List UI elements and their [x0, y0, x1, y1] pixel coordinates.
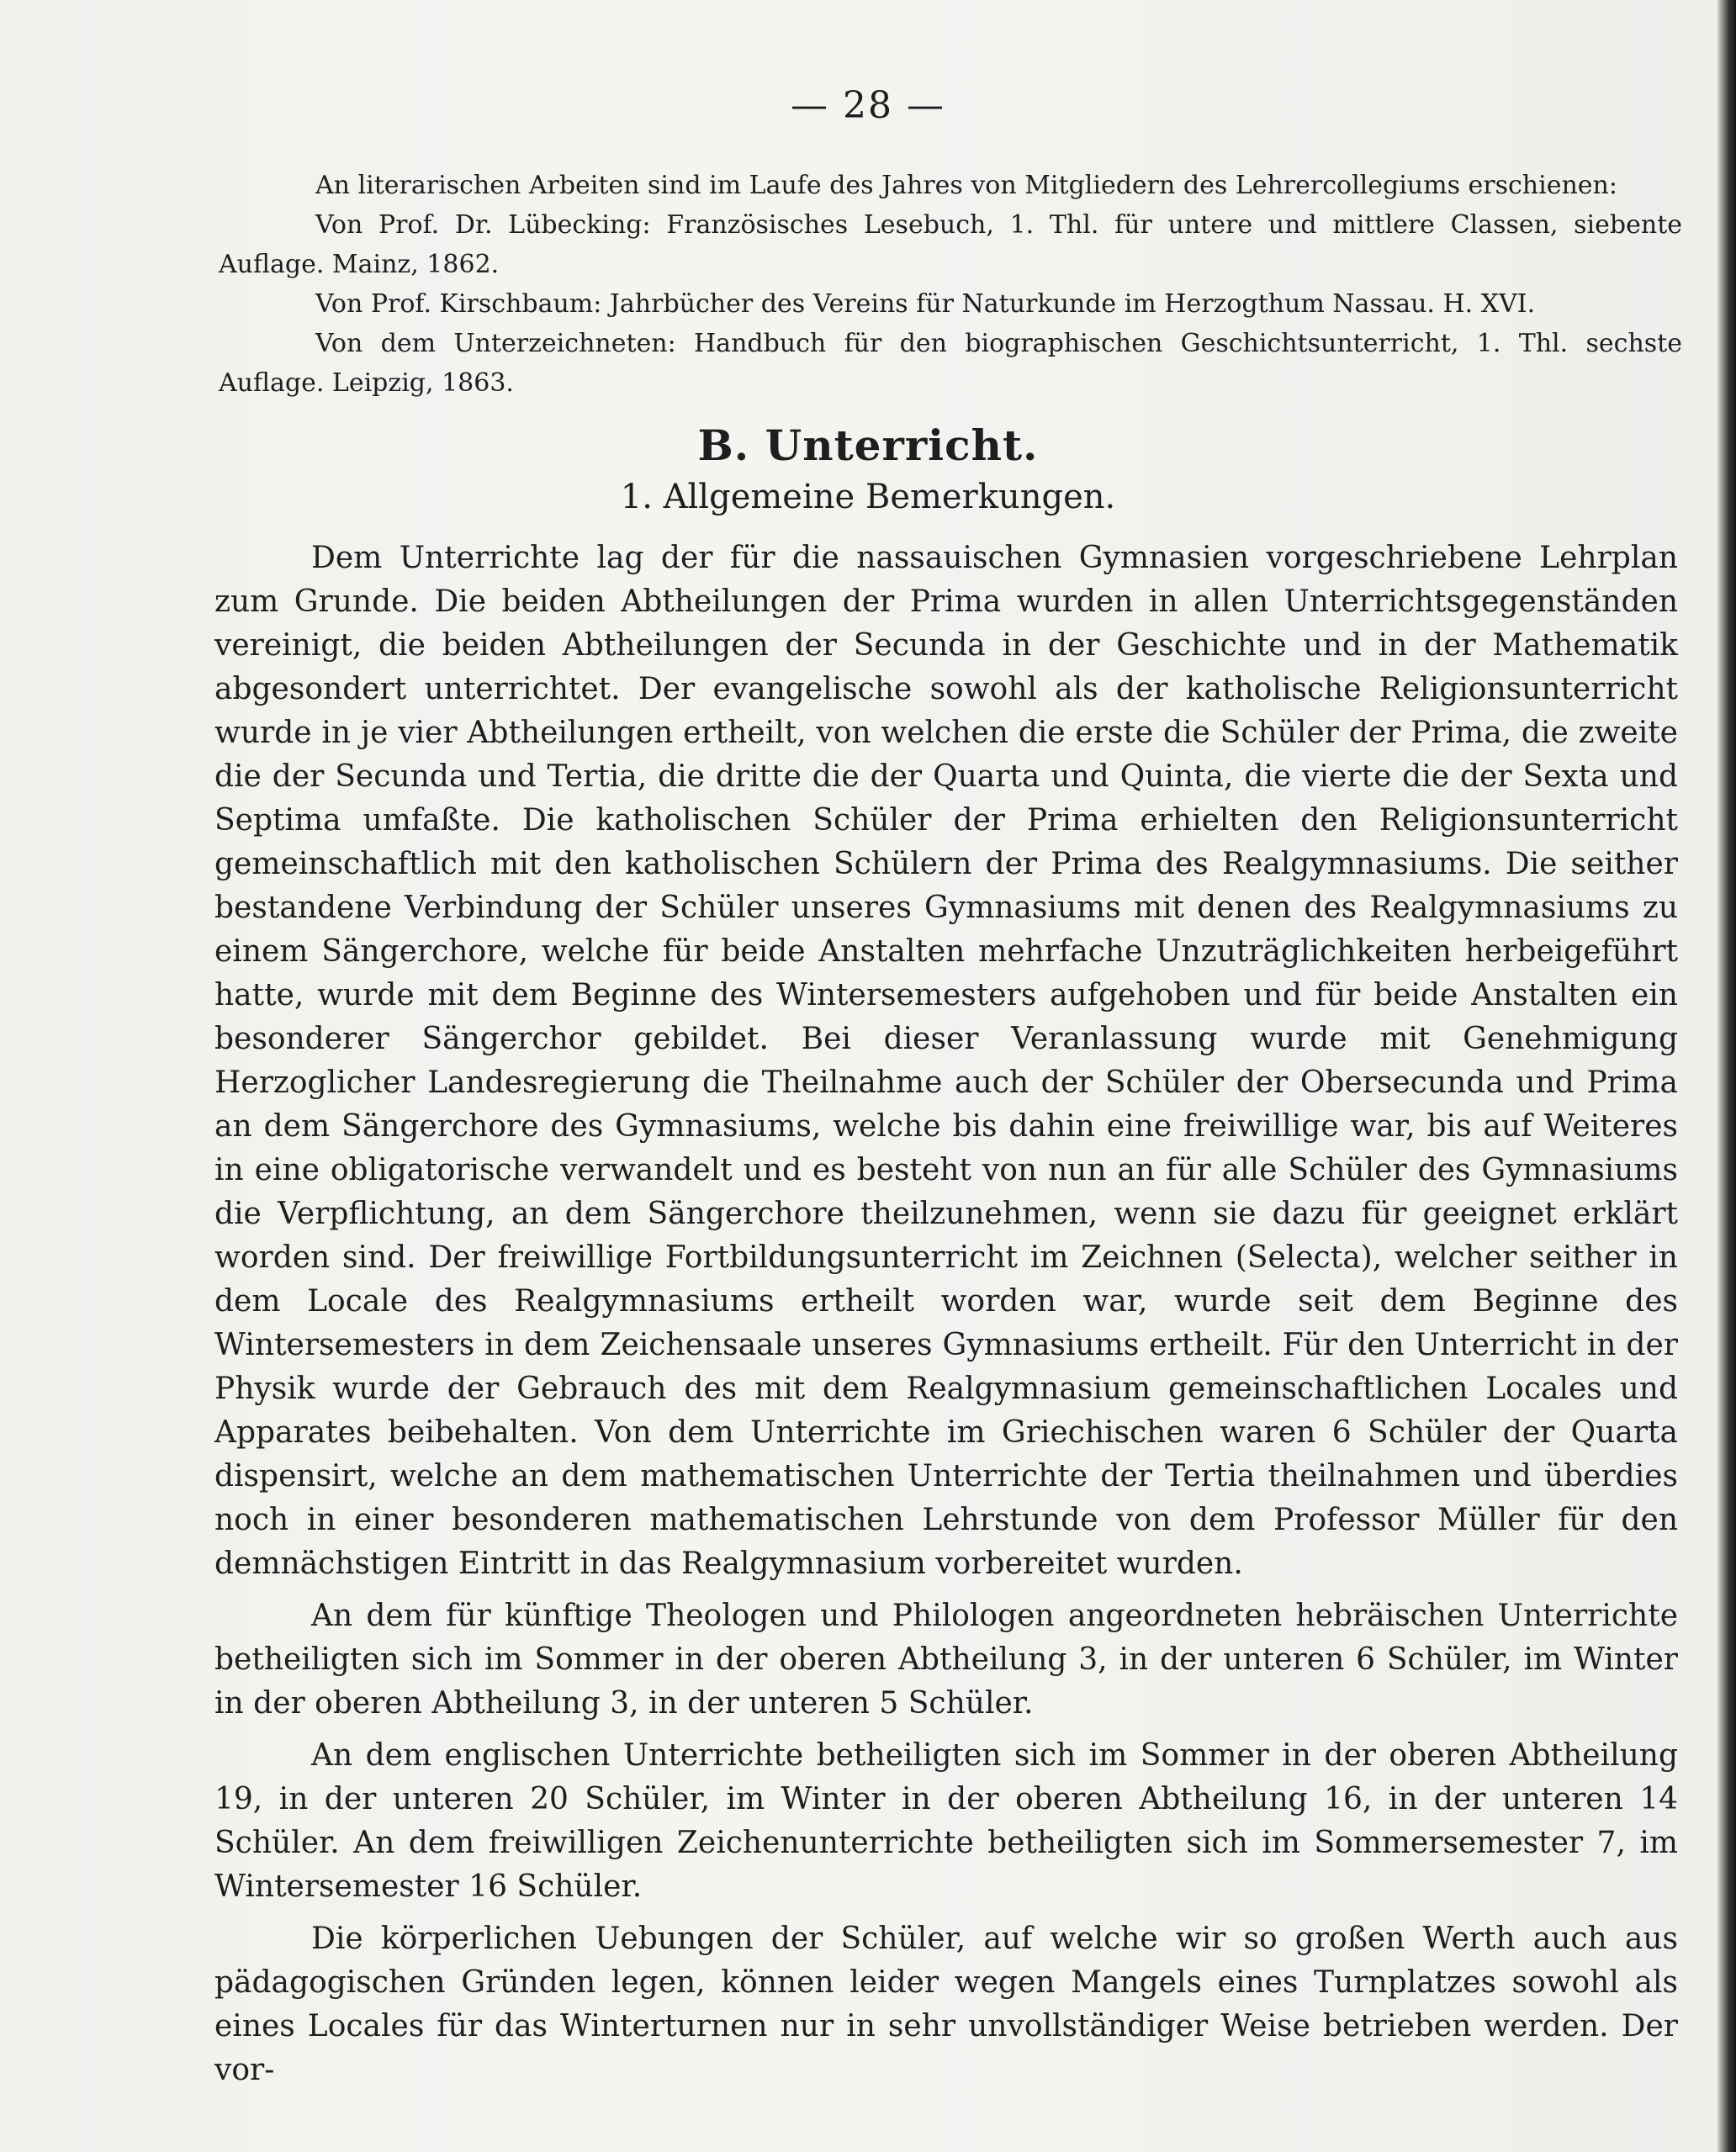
publication-item: Von Prof. Kirschbaum: Jahrbücher des Vereins für Naturkunde im Herzogthum Nassau. H. XVI.: [315, 289, 1536, 319]
page-number: — 28 —: [791, 84, 945, 127]
publication-item: Von dem Unterzeichneten: Handbuch für den biographischen Geschichtsunterricht, 1. Thl. sechste Auflage. Leipzig, 1863.: [219, 329, 1682, 398]
publications-intro: An literarischen Arbeiten sind im Laufe des Jahres von Mitgliedern des Lehrercollegiums erschienen:: [315, 171, 1617, 200]
body-paragraph: Dem Unterrichte lag der für die nassauischen Gymnasien vorgeschriebene Lehrplan zum Grunde. Die beiden Abtheilungen der Prima wurden in allen Unterrichtsgegenständen vereinigt, die beiden Abtheilungen der Secunda in der Geschichte und in der Mathematik abgesondert unterrichtet. Der evangelische sowohl als der katholische Religionsunterricht wurde in je vier Abtheilungen ertheilt, von welchen die erste die Schüler der Prima, die zweite die der Secunda und Tertia, die dritte die der Quarta und Quinta, die vierte die der Sexta und Septima umfaßte. Die katholischen Schüler der Prima erhielten den Religionsunterricht gemeinschaftlich mit den katholischen Schülern der Prima des Realgymnasiums. Die seither bestandene Verbindung der Schüler unseres Gymnasiums mit denen des Realgymnasiums zu einem Sängerchore, welche für beide Anstalten mehrfache Unzuträglichkeiten herbeigeführt hatte, wurde mit dem Beginne des Wintersemesters aufgehoben und für beide Anstalten ein besonderer Sängerchor gebildet. Bei dieser Veranlassung wurde mit Genehmigung Herzoglicher Landesregierung die Theilnahme auch der Schüler der Obersecunda und Prima an dem Sängerchore des Gymnasiums, welche bis dahin eine freiwillige war, bis auf Weiteres in eine obligatorische verwandelt und es besteht von nun an für alle Schüler des Gymnasiums die Verpflichtung, an dem Sängerchore theilzunehmen, wenn sie dazu für geeignet erklärt worden sind. Der freiwillige Fortbildungsunterricht im Zeichnen (Selecta), welcher seither in dem Locale des Realgymnasiums ertheilt worden war, wurde seit dem Beginne des Wintersemesters in dem Zeichensaale unseres Gymnasiums ertheilt. Für den Unterricht in der Physik wurde der Gebrauch des mit dem Realgymnasium gemeinschaftlichen Locales und Apparates beibehalten. Von dem Unterrichte im Griechischen waren 6 Schüler der Quarta dispensirt, welche an dem mathematischen Unterrichte der Tertia theilnahmen und überdies noch in einer besonderen mathematischen Lehrstunde von dem Professor Müller für den demnächstigen Eintritt in das Realgymnasium vorbereitet wurden.: [214, 541, 1678, 1581]
body-paragraph: An dem für künftige Theologen und Philologen angeordneten hebräischen Unterrichte betheiligten sich im Sommer in der oberen Abtheilung 3, in der unteren 6 Schüler, im Winter in der oberen Abtheilung 3, in der unteren 5 Schüler.: [214, 1599, 1678, 1721]
publication-item: Von Prof. Dr. Lübecking: Französisches Lesebuch, 1. Thl. für untere und mittlere Classen, siebente Auflage. Mainz, 1862.: [219, 210, 1682, 279]
body-paragraph: An dem englischen Unterrichte betheiligten sich im Sommer in der oberen Abtheilung 19, in der unteren 20 Schüler, im Winter in der oberen Abtheilung 16, in der unteren 14 Schüler. An dem freiwilligen Zeichenunterrichte betheiligten sich im Sommersemester 7, im Wintersemester 16 Schüler.: [214, 1738, 1678, 1904]
page-edge-shadow: [1717, 0, 1736, 2152]
body-text: [214, 537, 1678, 2092]
body-paragraph: Die körperlichen Uebungen der Schüler, auf welche wir so großen Werth auch aus pädagogischen Gründen legen, können leider wegen Mangels eines Turnplatzes sowohl als eines Locales für das Winterturnen nur in sehr unvollständiger Weise betrieben werden. Der vor-: [214, 1922, 1678, 2087]
subsection-heading: 1. Allgemeine Bemerkungen.: [620, 478, 1116, 516]
section-heading: B. Unterricht.: [697, 420, 1039, 470]
publications-section: [219, 166, 1682, 403]
